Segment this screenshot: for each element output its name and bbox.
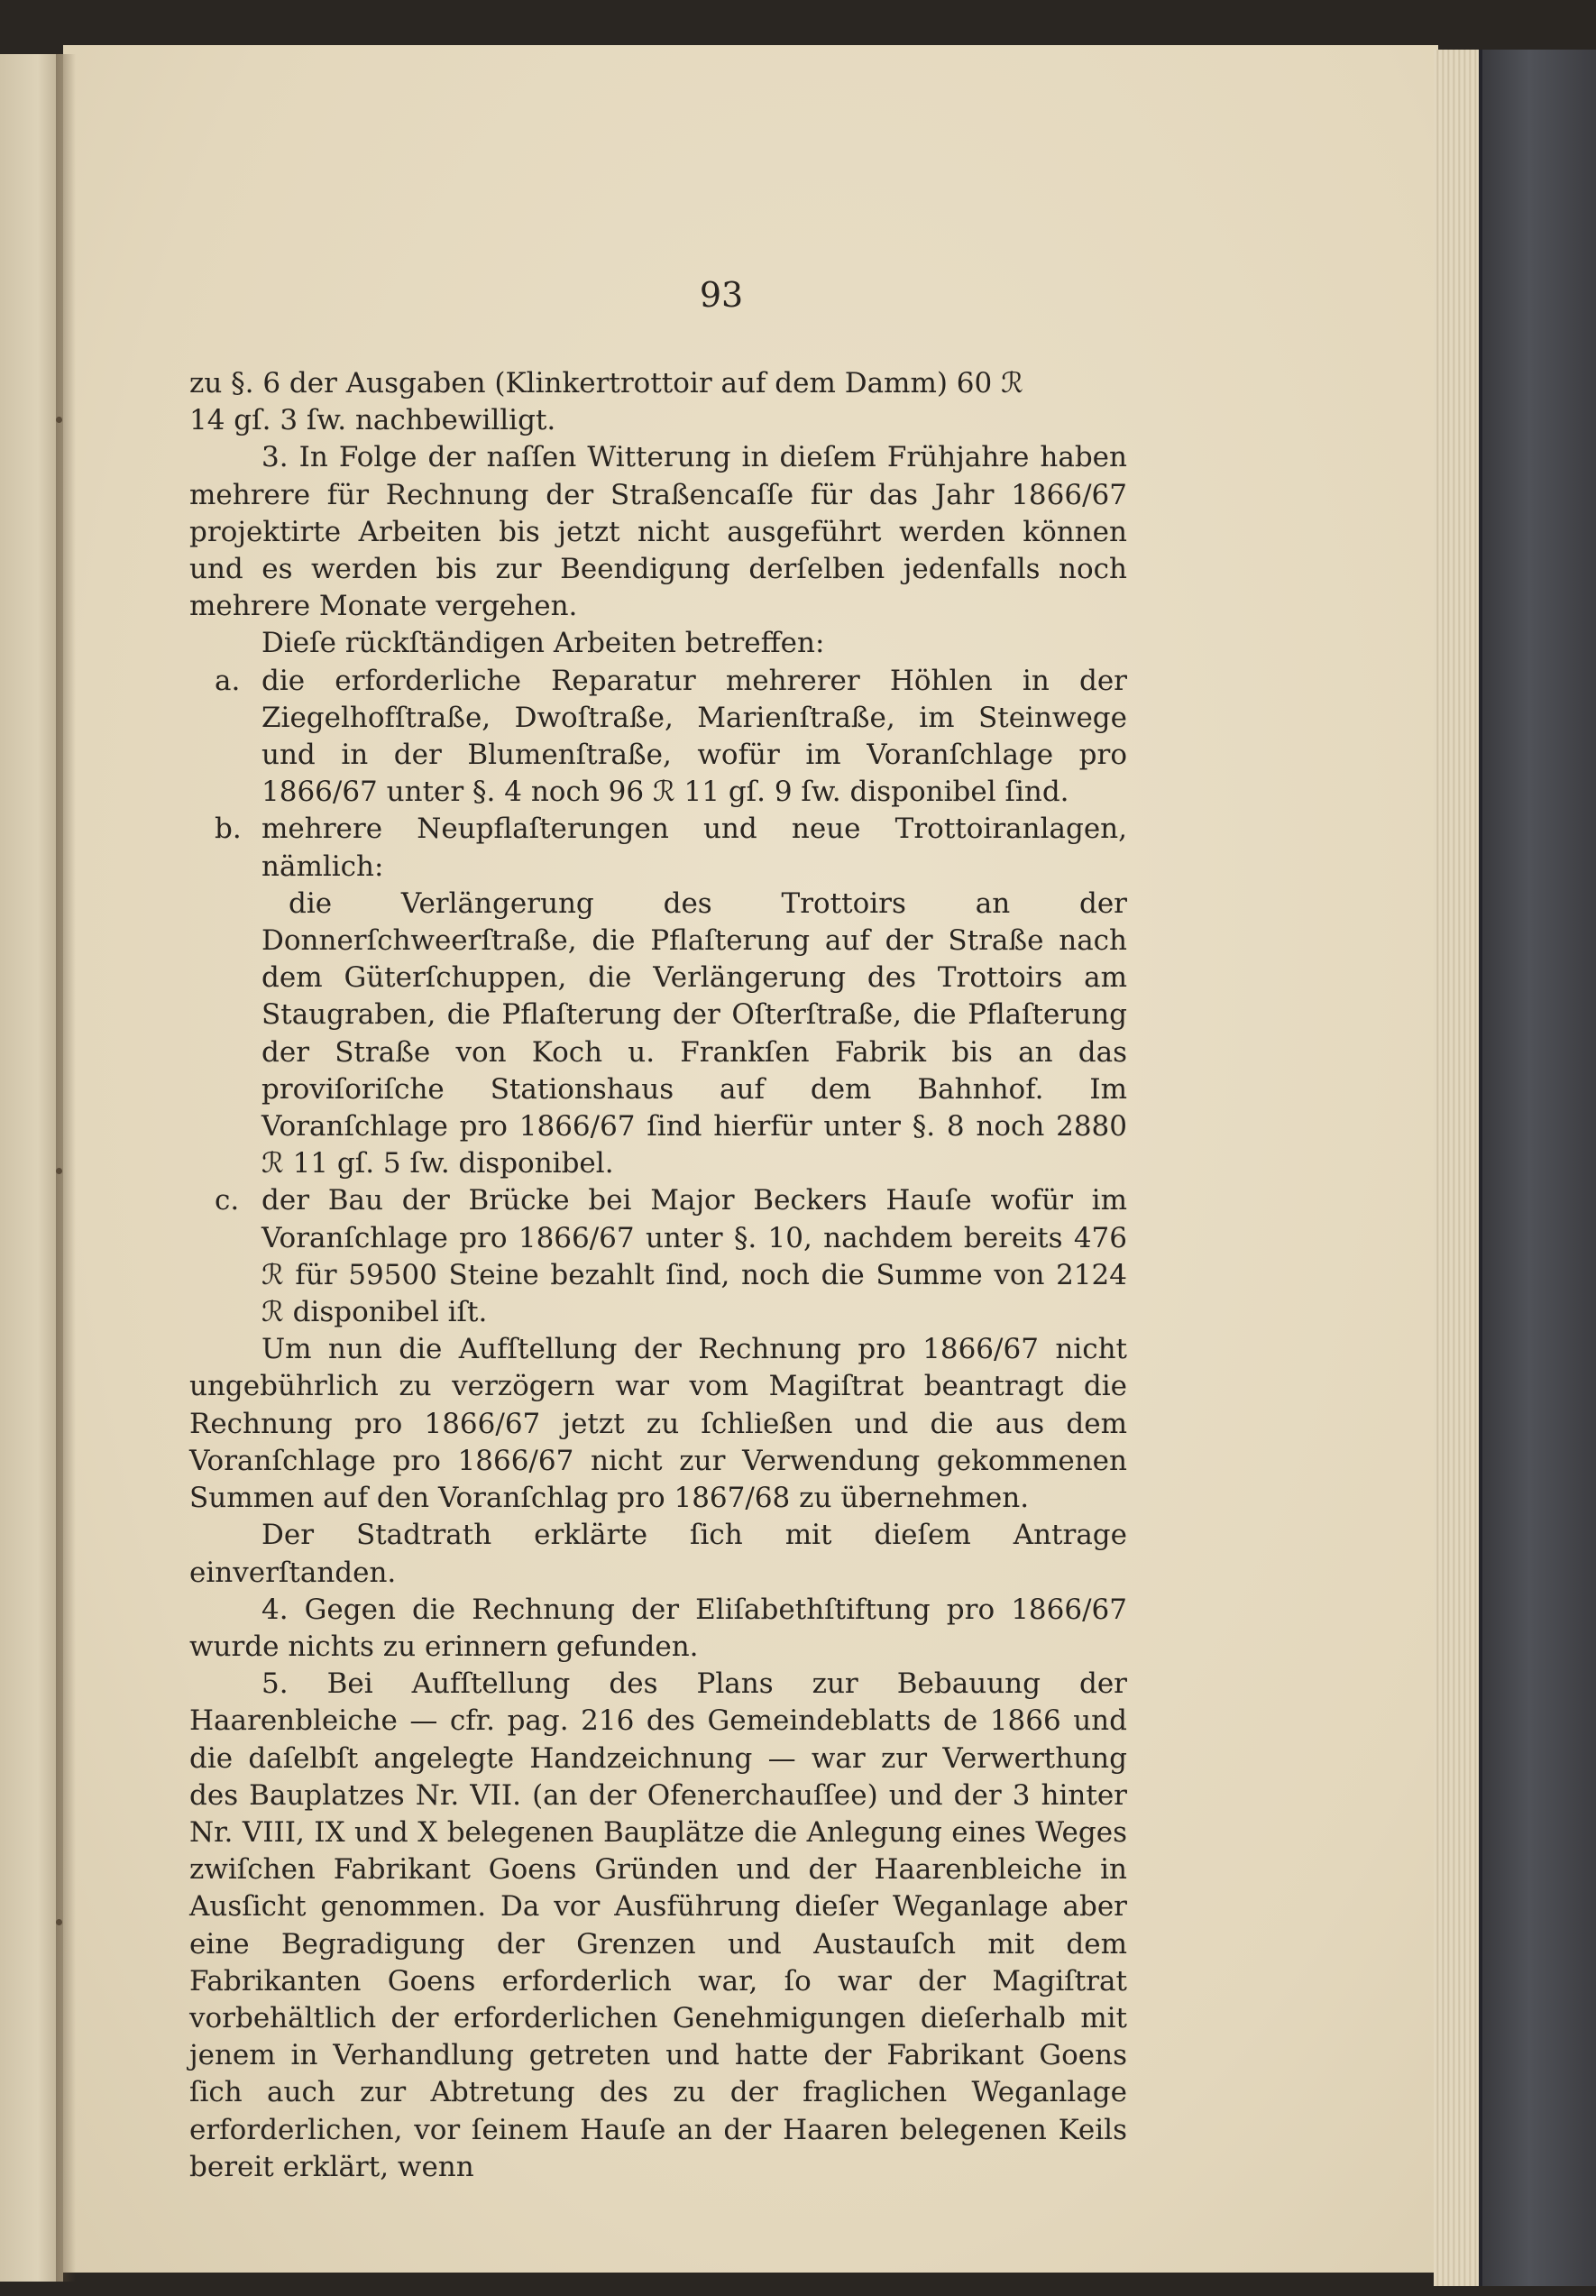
margin-mark [56, 1919, 62, 1925]
page-edges [1434, 50, 1483, 2286]
margin-mark [56, 417, 62, 423]
paragraph-4: 4. Gegen die Rechnung der Eliſabethſtiftung pro 1866/67 wurde nichts zu erinnern gefunden. [189, 1593, 1127, 1663]
paragraph-stadtrath: Der Stadtrath erklärte ſich mit dieſem Antrage einverſtanden. [189, 1519, 1127, 1589]
list-item-b [189, 811, 1127, 1182]
paragraph-3: 3. In Folge der naſſen Witterung in dieſem Frühjahre haben mehrere für Rechnung der Straßencaſſe für das Jahr 1866/67 projektirte Arbeiten bis jetzt nicht ausgeführt werden können und es werden bis zur Beendigung derſelben jedenfalls noch mehrere Monate vergehen. [189, 441, 1127, 623]
text-line: 14 gſ. 3 ſw. nachbewilligt. [189, 404, 556, 437]
margin-mark [56, 1168, 62, 1174]
item-marker: a. [215, 664, 241, 697]
item-text: der Bau der Brücke bei Major Beckers Hauſe wofür im Voranſchlage pro 1866/67 unter §. 10, nachdem bereits 476 ℛ für 59500 Steine bezahlt ſind, noch die Summe von 2124 ℛ disponibel iſt. [261, 1184, 1127, 1329]
list-item-a [189, 663, 1127, 812]
item-subtext: die Verlängerung des Trottoirs an der Donnerſchweerſtraße, die Pflaſterung auf der Straße nach dem Güterſchuppen, die Verlängerung des Trottoirs am Staugraben, die Pflaſterung der Oſterſtraße, die Pflaſterung der Straße von Koch u. Frankſen Fabrik bis an das proviſoriſche Stationshaus auf dem Bahnhof. Im Voranſchlage pro 1866/67 ſind hierfür unter §. 8 noch 2880 ℛ 11 gſ. 5 ſw. disponibel. [261, 886, 1127, 1180]
page-number: 93 [699, 275, 744, 315]
intro-line: Dieſe rückſtändigen Arbeiten betreffen: [261, 627, 825, 660]
page-text [189, 365, 1127, 2186]
text-line: zu §. 6 der Ausgaben (Klinkertrottoir auf dem Damm) 60 ℛ [189, 367, 1023, 400]
item-marker: c. [215, 1184, 240, 1217]
paragraph-um: Um nun die Aufſtellung der Rechnung pro 1866/67 nicht ungebührlich zu verzögern war vom Magiſtrat beantragt die Rechnung pro 1866/67 jetzt zu ſchließen und die aus dem Voranſchlage pro 1866/67 nicht zur Verwendung gekommenen Summen auf den Voranſchlag pro 1867/68 zu übernehmen. [189, 1333, 1127, 1515]
book-cover [1479, 50, 1596, 2286]
paragraph-5: 5. Bei Aufſtellung des Plans zur Bebauung der Haarenbleiche — cfr. pag. 216 des Gemeindeblatts de 1866 und die daſelbſt angelegte Handzeichnung — war zur Verwerthung des Bauplatzes Nr. VII. (an der Ofenerchauſſee) und der 3 hinter Nr. VIII, IX und X belegenen Bauplätze die Anlegung eines Weges zwiſchen Fabrikant Goens Gründen und der Haarenbleiche in Ausſicht genommen. Da vor Ausführung dieſer Weganlage aber eine Begradigung der Grenzen und Austauſch mit dem Fabrikanten Goens erforderlich war, ſo war der Magiſtrat vorbehältlich der erforderlichen Genehmigungen dieſerhalb mit jenem in Verhandlung getreten und hatte der Fabrikant Goens ſich auch zur Abtretung des zu der fraglichen Weganlage erforderlichen, vor ſeinem Hauſe an der Haaren belegenen Keils bereit erklärt, wenn [189, 1667, 1127, 2183]
item-text: mehrere Neupflaſterungen und neue Trottoiranlagen, nämlich: [261, 813, 1127, 883]
list-item-c [189, 1182, 1127, 1331]
previous-page-edge [0, 54, 63, 2282]
item-text: die erforderliche Reparatur mehrerer Höhlen in der Ziegelhofſtraße, Dwoſtraße, Marienſtraße, im Steinwege und in der Blumenſtraße, wofür im Voranſchlage pro 1866/67 unter §. 4 noch 96 ℛ 11 gſ. 9 ſw. disponibel ſind. [261, 664, 1127, 809]
item-marker: b. [215, 813, 242, 846]
